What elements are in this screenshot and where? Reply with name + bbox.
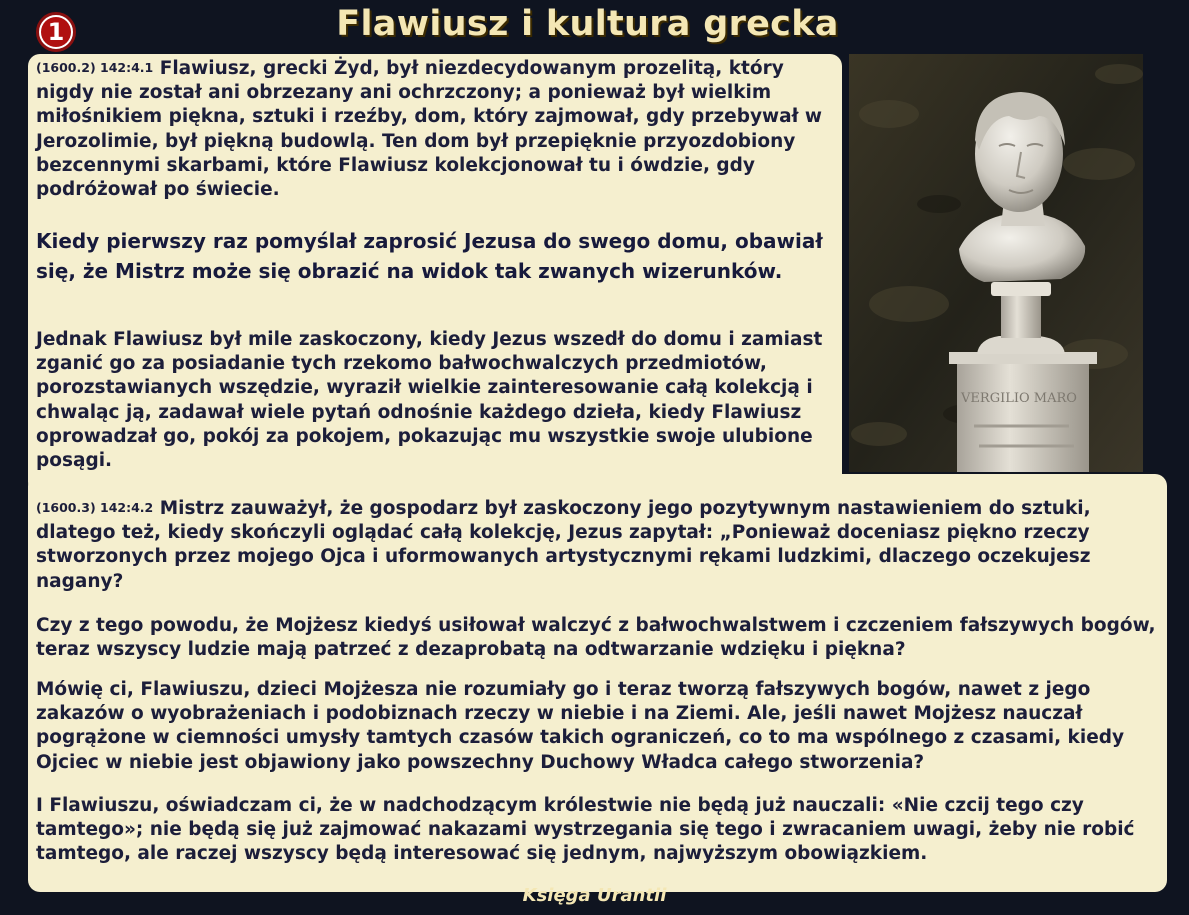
- paragraph-4: Czy z tego powodu, że Mojżesz kiedyś usiłował walczyć z bałwochwalstwem i czczeniem fałszywych bogów, teraz wszyscy ludzie mają patrzeć z dezaprobatą na odtwarzanie wdzięku i piękna?: [36, 615, 1156, 661]
- page-title: Flawiusz i kultura grecka: [336, 4, 839, 44]
- paragraph-text: Flawiusz, grecki Żyd, był niezdecydowanym prozelitą, który nigdy nie został ani obrzezany ani ochrzczony; a ponieważ był wielkim miłośnikiem piękna, sztuki i rzeźby, dom, który zajmował, gdy przebywał w Jerozolimie, był piękną budowlą. Ten dom był przepięknie przyozdobiony bezcennymi skarbami, które Flawiusz kolekcjonował tu i ówdzie, gdy podróżował po świecie.: [36, 58, 822, 201]
- paragraph-1: [36, 56, 836, 202]
- paragraph-3: [36, 496, 1161, 594]
- paragraph-6: I Flawiuszu, oświadczam ci, że w nadchodzącym królestwie nie będą już nauczali: «Nie czcij tego czy tamtego»; nie będą się już zajmować nakazami wystrzegania się tego i zwracaniem uwagi, żeby nie robić tamtego, ale raczej wszyscy będą interesować się jednym, najwyższym obowiązkiem.: [36, 795, 1135, 865]
- paragraph-text: Mistrz zauważył, że gospodarz był zaskoczony jego pozytywnym nastawieniem do sztuki, dlatego też, kiedy skończyli oglądać całą kolekcję, Jezus zapytał: „Ponieważ doceniasz piękno rzeczy stworzonych przez mojego Ojca i uformowanych artystycznymi rękami ludzkimi, dlaczego oczekujesz nagany?: [36, 498, 1091, 592]
- paragraph-reference: (1600.2) 142:4.1: [36, 60, 154, 75]
- section-number: 1: [41, 17, 71, 47]
- paragraph-2: Jednak Flawiusz był mile zaskoczony, kiedy Jezus wszedł do domu i zamiast zganić go za posiadanie tych rzekomo bałwochwalczych przedmiotów, porozstawianych wszędzie, wyraził wielkie zainteresowanie całą kolekcją i chwaląc ją, zadawał wiele pytań odnośnie każdego dzieła, kiedy Flawiusz oprowadzał go, pokój za pokojem, pokazując mu wszystkie swoje ulubione posągi.: [36, 329, 823, 472]
- emphasis-paragraph: Kiedy pierwszy raz pomyślał zaprosić Jezusa do swego domu, obawiał się, że Mistrz może się obrazić na widok tak zwanych wizerunków.: [36, 229, 823, 283]
- pedestal-inscription: VERGILIO MARO: [961, 391, 1077, 406]
- bust-photo: [849, 54, 1143, 472]
- paragraph-reference: (1600.3) 142:4.2: [36, 500, 154, 515]
- paragraph-5: Mówię ci, Flawiuszu, dzieci Mojżesza nie rozumiały go i teraz tworzą fałszywych bogów, nawet z jego zakazów o wyobrażeniach i podobiznach rzeczy w niebie i na Ziemi. Ale, jeśli nawet Mojżesz nauczał pogrążone w ciemności umysły tamtych czasów takich ograniczeń, co to ma wspólnego z czasami, kiedy Ojciec w niebie jest objawiony jako powszechny Duchowy Władca całego stworzenia?: [36, 679, 1125, 773]
- footer-source: Księga Urantii: [522, 885, 667, 906]
